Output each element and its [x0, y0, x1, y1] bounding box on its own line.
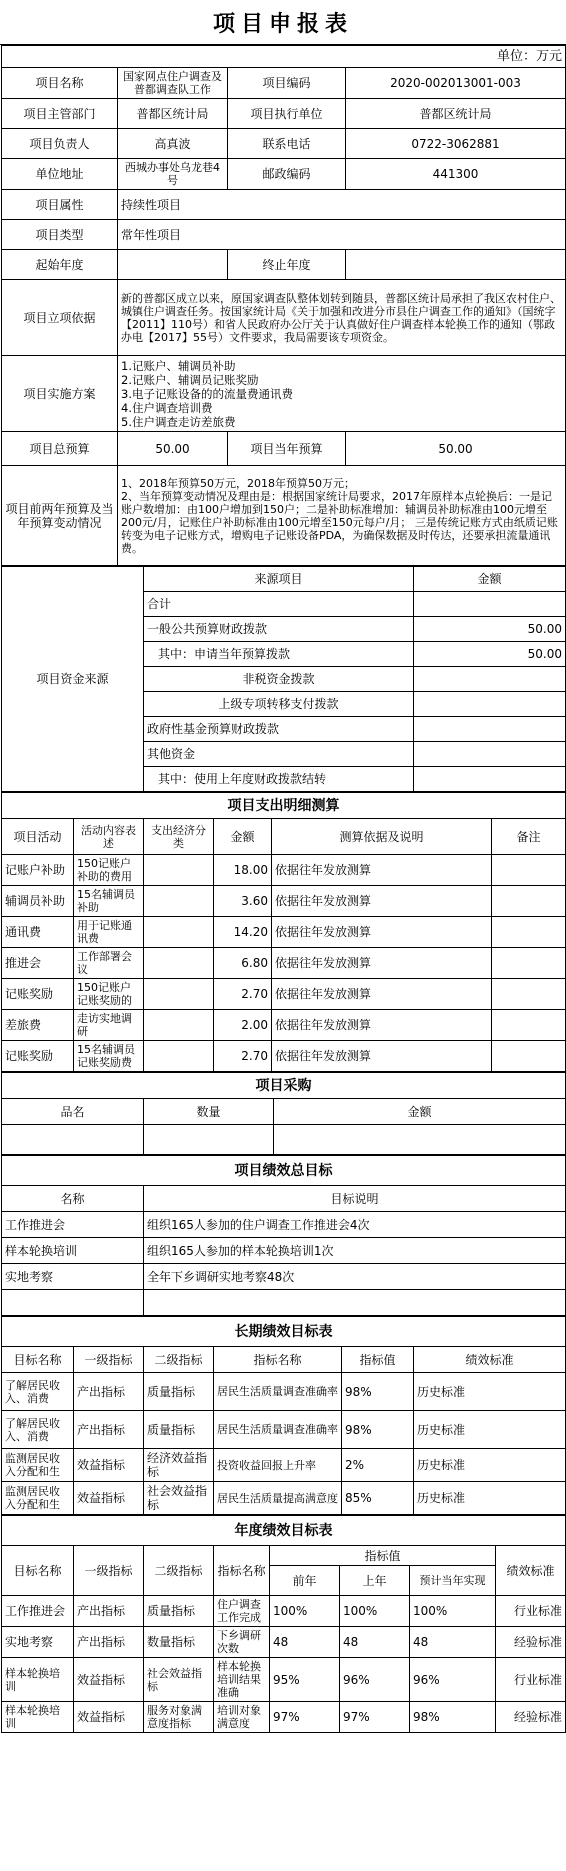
- perf-cell: 组织165人参加的样本轮换培训1次: [144, 1238, 566, 1264]
- total-value: 50.00: [118, 432, 228, 466]
- expense-cell: [144, 948, 214, 979]
- longterm-cell: 居民生活质量调查准确率: [214, 1373, 342, 1411]
- table-row: [2, 1290, 566, 1316]
- annual-cell: 数量指标: [144, 1627, 214, 1658]
- exec-label: 项目执行单位: [228, 99, 346, 129]
- attr-value: 持续性项目: [118, 190, 566, 220]
- longterm-cell: 投资收益回报上升率: [214, 1449, 342, 1482]
- addr-value: 西城办事处乌龙巷4号: [118, 159, 228, 190]
- phone-label: 联系电话: [228, 129, 346, 159]
- expense-cell: 依据往年发放测算: [272, 948, 492, 979]
- exec-value: 普都区统计局: [346, 99, 566, 129]
- funding-row-name: 政府性基金预算财政拨款: [144, 717, 414, 742]
- dept-value: 普都区统计局: [118, 99, 228, 129]
- expense-cell: [492, 979, 566, 1010]
- funding-row-name: 其中：使用上年度财政拨款结转: [144, 767, 414, 792]
- plan-item: 4.住户调查培训费: [121, 400, 213, 415]
- longterm-cell: 98%: [342, 1373, 414, 1411]
- funding-row-name: 非税资金拨款: [144, 667, 414, 692]
- page-title: 项目申报表: [0, 0, 566, 45]
- expense-cell: [492, 917, 566, 948]
- annual-cell: 经验标准: [496, 1702, 566, 1733]
- annual-cell: 100%: [270, 1596, 340, 1627]
- total-label: 项目总预算: [2, 432, 118, 466]
- longterm-header: 绩效标准: [414, 1347, 566, 1373]
- expense-cell: 工作部署会议: [74, 948, 144, 979]
- expense-cell: 2.70: [214, 979, 272, 1010]
- funding-row-name: 合计: [144, 592, 414, 617]
- year-label: 项目当年预算: [228, 432, 346, 466]
- annual-cell: 实地考察: [2, 1627, 74, 1658]
- funding-row-amount: [414, 592, 566, 617]
- purchase-title: 项目采购: [2, 1073, 566, 1099]
- table-row: [2, 1373, 566, 1411]
- annual-cell: 96%: [340, 1658, 410, 1702]
- start-value: [118, 250, 228, 280]
- table-row: [2, 1482, 566, 1515]
- perf-cell: 组织165人参加的住户调查工作推进会4次: [144, 1212, 566, 1238]
- perf-cell: 全年下乡调研实地考察48次: [144, 1264, 566, 1290]
- longterm-cell: 效益指标: [74, 1449, 144, 1482]
- perf-title: 项目绩效总目标: [2, 1156, 566, 1186]
- table-row: [2, 979, 566, 1010]
- perf-header: 目标说明: [144, 1186, 566, 1212]
- expense-cell: [492, 1041, 566, 1072]
- funding-row-amount: 50.00: [414, 617, 566, 642]
- annual-cell: 100%: [340, 1596, 410, 1627]
- expense-header: 金额: [214, 819, 272, 855]
- expense-cell: 通讯费: [2, 917, 74, 948]
- basic-info-table: [1, 45, 566, 566]
- expense-cell: 依据往年发放测算: [272, 1010, 492, 1041]
- longterm-cell: 经济效益指标: [144, 1449, 214, 1482]
- annual-cell: 效益指标: [74, 1658, 144, 1702]
- expense-header: 活动内容表述: [74, 819, 144, 855]
- annual-header: 二级指标: [144, 1546, 214, 1596]
- expense-cell: 依据往年发放测算: [272, 917, 492, 948]
- plan-item: 1.记账户、辅调员补助: [121, 358, 236, 373]
- unit-label: 单位：万元: [2, 46, 566, 68]
- expense-cell: 记账户补助: [2, 855, 74, 886]
- expense-header: 支出经济分类: [144, 819, 214, 855]
- code-value: 2020-002013001-003: [346, 68, 566, 99]
- expense-table: [1, 792, 566, 1072]
- expense-cell: 2.70: [214, 1041, 272, 1072]
- table-row: [2, 1238, 566, 1264]
- funding-col-source: 来源项目: [144, 567, 414, 592]
- longterm-cell: 质量指标: [144, 1373, 214, 1411]
- annual-table: [1, 1515, 566, 1733]
- expense-cell: 依据往年发放测算: [272, 886, 492, 917]
- longterm-header: 二级指标: [144, 1347, 214, 1373]
- table-row: [2, 1010, 566, 1041]
- table-row: [2, 1449, 566, 1482]
- expense-cell: 记账奖励: [2, 1041, 74, 1072]
- expense-cell: [144, 1010, 214, 1041]
- zip-label: 邮政编码: [228, 159, 346, 190]
- table-row: [2, 1702, 566, 1733]
- funding-row-name: 上级专项转移支付拨款: [144, 692, 414, 717]
- longterm-cell: 效益指标: [74, 1482, 144, 1515]
- table-row: [2, 855, 566, 886]
- expense-cell: 3.60: [214, 886, 272, 917]
- plan-label: 项目实施方案: [2, 356, 118, 432]
- longterm-cell: 历史标准: [414, 1449, 566, 1482]
- expense-cell: 18.00: [214, 855, 272, 886]
- annual-title: 年度绩效目标表: [2, 1516, 566, 1546]
- annual-cell: 住户调查工作完成: [214, 1596, 270, 1627]
- funding-col-amount: 金额: [414, 567, 566, 592]
- expense-cell: [492, 886, 566, 917]
- attr-label: 项目属性: [2, 190, 118, 220]
- table-row: [2, 948, 566, 979]
- longterm-title: 长期绩效目标表: [2, 1317, 566, 1347]
- expense-cell: 用于记账通讯费: [74, 917, 144, 948]
- annual-cell: 产出指标: [74, 1627, 144, 1658]
- expense-cell: 15名辅调员补助: [74, 886, 144, 917]
- annual-cell: 产出指标: [74, 1596, 144, 1627]
- end-value: [346, 250, 566, 280]
- expense-cell: 走访实地调研: [74, 1010, 144, 1041]
- annual-cell: 96%: [410, 1658, 496, 1702]
- perf-cell: 工作推进会: [2, 1212, 144, 1238]
- funding-table: [1, 566, 566, 792]
- annual-cell: 服务对象满意度指标: [144, 1702, 214, 1733]
- expense-cell: 14.20: [214, 917, 272, 948]
- longterm-cell: 居民生活质量提高满意度: [214, 1482, 342, 1515]
- expense-cell: 150记账户补助的费用: [74, 855, 144, 886]
- annual-cell: 97%: [270, 1702, 340, 1733]
- annual-header: 一级指标: [74, 1546, 144, 1596]
- annual-cell: 效益指标: [74, 1702, 144, 1733]
- change-label: 项目前两年预算及当年预算变动情况: [2, 466, 118, 566]
- expense-cell: 推进会: [2, 948, 74, 979]
- expense-cell: [144, 855, 214, 886]
- longterm-cell: 85%: [342, 1482, 414, 1515]
- dept-label: 项目主管部门: [2, 99, 118, 129]
- purchase-table: [1, 1072, 566, 1155]
- table-row: [2, 1041, 566, 1072]
- perf-goal-table: [1, 1155, 566, 1316]
- longterm-cell: 98%: [342, 1411, 414, 1449]
- basis-value: 新的普都区成立以来，原国家调查队整体划转到随县，普都区统计局承担了我区农村住户、城镇住户调查任务。按国家统计局《关于加强和改进分市县住户调查工作的通知》（国统字【2011】110号）和省人民政府办公厅关于认真做好住户调查样本轮换工作的通知（鄂政办电【2017】55号）文件要求，我局需要该专项资金。: [118, 280, 566, 356]
- funding-row-amount: [414, 767, 566, 792]
- longterm-header: 目标名称: [2, 1347, 74, 1373]
- longterm-header: 一级指标: [74, 1347, 144, 1373]
- annual-cell: 48: [270, 1627, 340, 1658]
- purchase-cell: [274, 1125, 566, 1155]
- longterm-cell: 居民生活质量调查准确率: [214, 1411, 342, 1449]
- type-value: 常年性项目: [118, 220, 566, 250]
- expense-cell: [144, 886, 214, 917]
- annual-cell: 样本轮换培训: [2, 1702, 74, 1733]
- purchase-header: 金额: [274, 1099, 566, 1125]
- leader-value: 高真波: [118, 129, 228, 159]
- change-value: 1、2018年预算50万元，2018年预算50万元； 2、当年预算变动情况及理由是：根据国家统计局要求，2017年原样本点轮换后：一是记账户数增加：由100户增加到150户；二是补助标准增加：辅调员补助标准由100元增至200元/月，记账住户补助标准由100元增至150元每户/月； 三是传统记账方式由纸质记账转变为电子记账方式，增购电子记账设备PDA，为确保数据及时传达，还要承担流量通讯费。: [118, 466, 566, 566]
- expense-header: 测算依据及说明: [272, 819, 492, 855]
- expense-cell: [492, 1010, 566, 1041]
- annual-header: 指标名称: [214, 1546, 270, 1596]
- annual-header: 目标名称: [2, 1546, 74, 1596]
- annual-cell: 行业标准: [496, 1658, 566, 1702]
- annual-header: 指标值: [270, 1546, 496, 1566]
- annual-cell: 社会效益指标: [144, 1658, 214, 1702]
- annual-header: 前年: [270, 1566, 340, 1596]
- addr-label: 单位地址: [2, 159, 118, 190]
- longterm-cell: 社会效益指标: [144, 1482, 214, 1515]
- leader-label: 项目负责人: [2, 129, 118, 159]
- annual-header: 预计当年实现: [410, 1566, 496, 1596]
- perf-cell: 实地考察: [2, 1264, 144, 1290]
- longterm-cell: 产出指标: [74, 1373, 144, 1411]
- expense-cell: 6.80: [214, 948, 272, 979]
- longterm-table: [1, 1316, 566, 1515]
- purchase-header: 品名: [2, 1099, 144, 1125]
- funding-row-amount: [414, 717, 566, 742]
- purchase-header: 数量: [144, 1099, 274, 1125]
- annual-cell: 工作推进会: [2, 1596, 74, 1627]
- funding-row-amount: [414, 742, 566, 767]
- longterm-cell: 产出指标: [74, 1411, 144, 1449]
- start-label: 起始年度: [2, 250, 118, 280]
- annual-cell: 48: [340, 1627, 410, 1658]
- purchase-cell: [2, 1125, 144, 1155]
- annual-cell: 97%: [340, 1702, 410, 1733]
- expense-cell: 依据往年发放测算: [272, 1041, 492, 1072]
- annual-cell: 100%: [410, 1596, 496, 1627]
- annual-cell: 样本轮换培训: [2, 1658, 74, 1702]
- longterm-cell: 历史标准: [414, 1373, 566, 1411]
- purchase-cell: [144, 1125, 274, 1155]
- funding-row-name: 其中：申请当年预算拨款: [144, 642, 414, 667]
- plan-item: 2.记账户、辅调员记账奖励: [121, 372, 259, 387]
- expense-cell: [144, 917, 214, 948]
- name-value: 国家网点住户调查及普都调查队工作: [118, 68, 228, 99]
- end-label: 终止年度: [228, 250, 346, 280]
- phone-value: 0722-3062881: [346, 129, 566, 159]
- expense-title: 项目支出明细测算: [2, 793, 566, 819]
- perf-header: 名称: [2, 1186, 144, 1212]
- code-label: 项目编码: [228, 68, 346, 99]
- longterm-cell: 历史标准: [414, 1482, 566, 1515]
- name-label: 项目名称: [2, 68, 118, 99]
- longterm-cell: 了解居民收入、消费: [2, 1373, 74, 1411]
- funding-row-amount: 50.00: [414, 642, 566, 667]
- longterm-header: 指标名称: [214, 1347, 342, 1373]
- expense-cell: [492, 855, 566, 886]
- funding-row-name: 一般公共预算财政拨款: [144, 617, 414, 642]
- perf-cell: [2, 1290, 144, 1316]
- annual-cell: 经验标准: [496, 1627, 566, 1658]
- longterm-cell: 了解居民收入、消费: [2, 1411, 74, 1449]
- annual-header: 绩效标准: [496, 1546, 566, 1596]
- table-row: [2, 886, 566, 917]
- expense-cell: 差旅费: [2, 1010, 74, 1041]
- annual-header: 上年: [340, 1566, 410, 1596]
- type-label: 项目类型: [2, 220, 118, 250]
- annual-cell: 质量指标: [144, 1596, 214, 1627]
- expense-cell: [492, 948, 566, 979]
- expense-cell: [144, 1041, 214, 1072]
- longterm-cell: 监测居民收入分配和生: [2, 1482, 74, 1515]
- annual-cell: 48: [410, 1627, 496, 1658]
- funding-row-amount: [414, 692, 566, 717]
- zip-value: 441300: [346, 159, 566, 190]
- table-row: [2, 1411, 566, 1449]
- table-row: [2, 1264, 566, 1290]
- longterm-header: 指标值: [342, 1347, 414, 1373]
- annual-cell: 培训对象满意度: [214, 1702, 270, 1733]
- annual-cell: 样本轮换培训结果准确: [214, 1658, 270, 1702]
- expense-cell: 记账奖励: [2, 979, 74, 1010]
- annual-cell: 95%: [270, 1658, 340, 1702]
- plan-list: [118, 356, 566, 432]
- expense-cell: 15名辅调员记账奖励费: [74, 1041, 144, 1072]
- table-row: [2, 1212, 566, 1238]
- expense-cell: 辅调员补助: [2, 886, 74, 917]
- expense-cell: 依据往年发放测算: [272, 855, 492, 886]
- annual-cell: 行业标准: [496, 1596, 566, 1627]
- expense-cell: [144, 979, 214, 1010]
- longterm-cell: 历史标准: [414, 1411, 566, 1449]
- expense-header: 备注: [492, 819, 566, 855]
- table-row: [2, 1658, 566, 1702]
- table-row: [2, 917, 566, 948]
- plan-item: 3.电子记账设备的的流量费通讯费: [121, 386, 293, 401]
- basis-label: 项目立项依据: [2, 280, 118, 356]
- expense-cell: 依据往年发放测算: [272, 979, 492, 1010]
- funding-row-amount: [414, 667, 566, 692]
- perf-cell: 样本轮换培训: [2, 1238, 144, 1264]
- funding-row-name: 其他资金: [144, 742, 414, 767]
- plan-item: 5.住户调查走访差旅费: [121, 414, 236, 429]
- expense-cell: 150记账户记账奖励的: [74, 979, 144, 1010]
- annual-cell: 下乡调研次数: [214, 1627, 270, 1658]
- longterm-cell: 质量指标: [144, 1411, 214, 1449]
- longterm-cell: 监测居民收入分配和生: [2, 1449, 74, 1482]
- funding-label: 项目资金来源: [2, 567, 144, 792]
- year-value: 50.00: [346, 432, 566, 466]
- expense-cell: 2.00: [214, 1010, 272, 1041]
- annual-cell: 98%: [410, 1702, 496, 1733]
- perf-cell: [144, 1290, 566, 1316]
- table-row: [2, 1627, 566, 1658]
- table-row: [2, 1596, 566, 1627]
- longterm-cell: 2%: [342, 1449, 414, 1482]
- expense-header: 项目活动: [2, 819, 74, 855]
